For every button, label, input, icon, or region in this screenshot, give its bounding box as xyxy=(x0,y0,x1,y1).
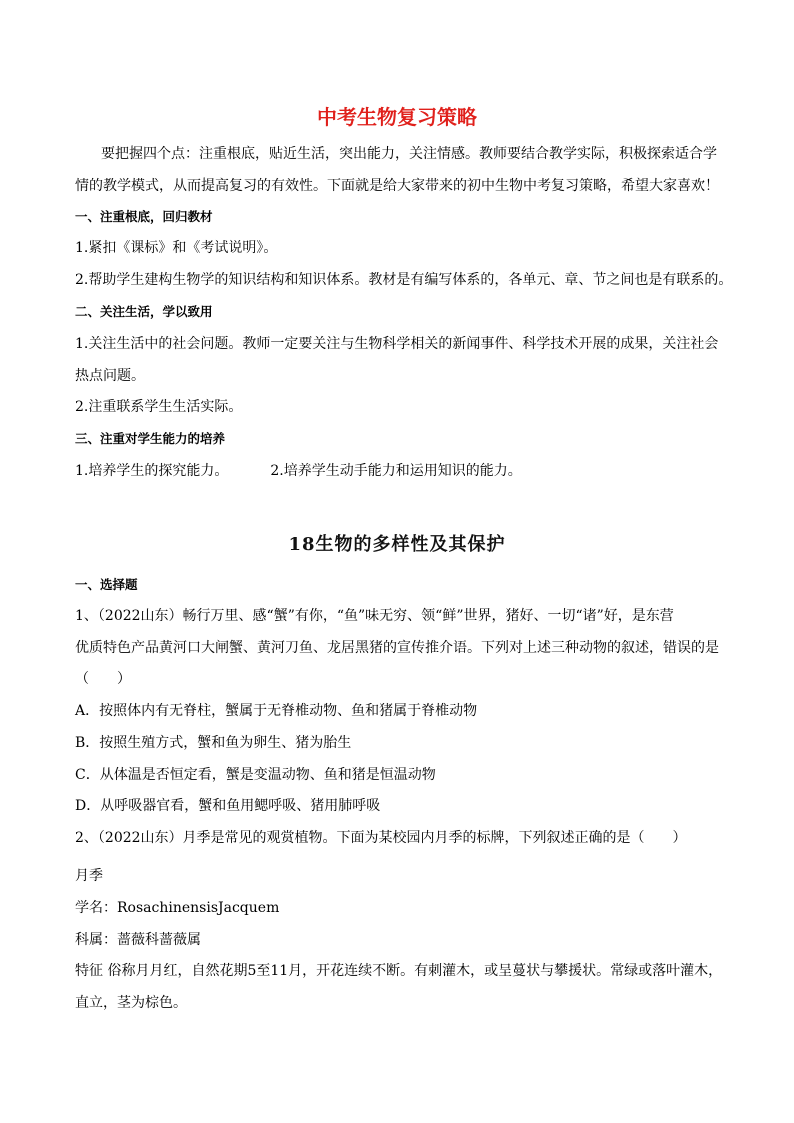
heading-2: 二、关注生活，学以致用 xyxy=(75,304,213,319)
heading-1: 一、注重根底，回归教材 xyxy=(75,209,213,224)
question-1-option-c: C．从体温是否恒定看，蟹是变温动物、鱼和猪是恒温动物 xyxy=(75,767,436,783)
intro-line-1: 要把握四个点：注重根底，贴近生活，突出能力，关注情感。教师要结合教学实际，积极探索适合学 xyxy=(101,146,717,162)
question-1-option-d: D．从呼吸器官看，蟹和鱼用鳃呼吸、猪用肺呼吸 xyxy=(75,798,381,814)
item-3-2: 2.培养学生动手能力和运用知识的能力。 xyxy=(270,463,522,479)
question-1-line-2: 优质特色产品黄河口大闸蟹、黄河刀鱼、龙居黑猪的宣传推介语。下列对上述三种动物的叙述，错误的是 xyxy=(75,640,719,656)
plant-family: 科属：蔷薇科蔷薇属 xyxy=(75,932,201,948)
choice-heading: 一、选择题 xyxy=(75,577,138,592)
plant-name: 月季 xyxy=(75,868,103,884)
item-1-1: 1.紧扣《课标》和《考试说明》。 xyxy=(75,240,278,256)
plant-features-line-1: 特征 俗称月月红，自然花期5至11月，开花连续不断。有刺灌木，或呈蔓状与攀援状。常绿或落叶灌木， xyxy=(75,963,723,979)
question-1-option-b: B．按照生殖方式，蟹和鱼为卵生、猪为胎生 xyxy=(75,735,352,751)
question-1-line-3: （ ） xyxy=(75,671,131,687)
item-3-row xyxy=(75,460,725,482)
item-1-2: 2.帮助学生建构生物学的知识结构和知识体系。教材是有编写体系的，各单元、章、节之间也是有联系的。 xyxy=(75,272,733,288)
question-2-line-1: 2、（2022山东）月季是常见的观赏植物。下面为某校园内月季的标牌，下列叙述正确的是（ ） xyxy=(75,830,687,846)
page-title: 中考生物复习策略 xyxy=(317,105,477,129)
item-2-1-line-1: 1.关注生活中的社会问题。教师一定要关注与生物科学相关的新闻事件、科学技术开展的成果，关注社会 xyxy=(75,336,719,352)
heading-3: 三、注重对学生能力的培养 xyxy=(75,431,226,446)
item-2-2: 2.注重联系学生生活实际。 xyxy=(75,399,243,415)
intro-line-2: 情的教学模式，从而提高复习的有效性。下面就是给大家带来的初中生物中考复习策略，希望大家喜欢！ xyxy=(75,178,719,194)
item-3-1: 1.培养学生的探究能力。 xyxy=(75,463,229,479)
question-1-line-1: 1、（2022山东）畅行万里、感“蟹”有你，“鱼”味无穷、领“鲜”世界，猪好、一切“诸”好，是东营 xyxy=(75,608,674,624)
plant-features-line-2: 直立，茎为棕色。 xyxy=(75,995,187,1011)
section-title: 18生物的多样性及其保护 xyxy=(288,534,506,555)
question-1-option-a: A．按照体内有无脊柱，蟹属于无脊椎动物、鱼和猪属于脊椎动物 xyxy=(75,703,478,719)
plant-scientific-name: 学名：RosachinensisJacquem xyxy=(75,900,280,916)
item-2-1-line-2: 热点问题。 xyxy=(75,368,145,384)
